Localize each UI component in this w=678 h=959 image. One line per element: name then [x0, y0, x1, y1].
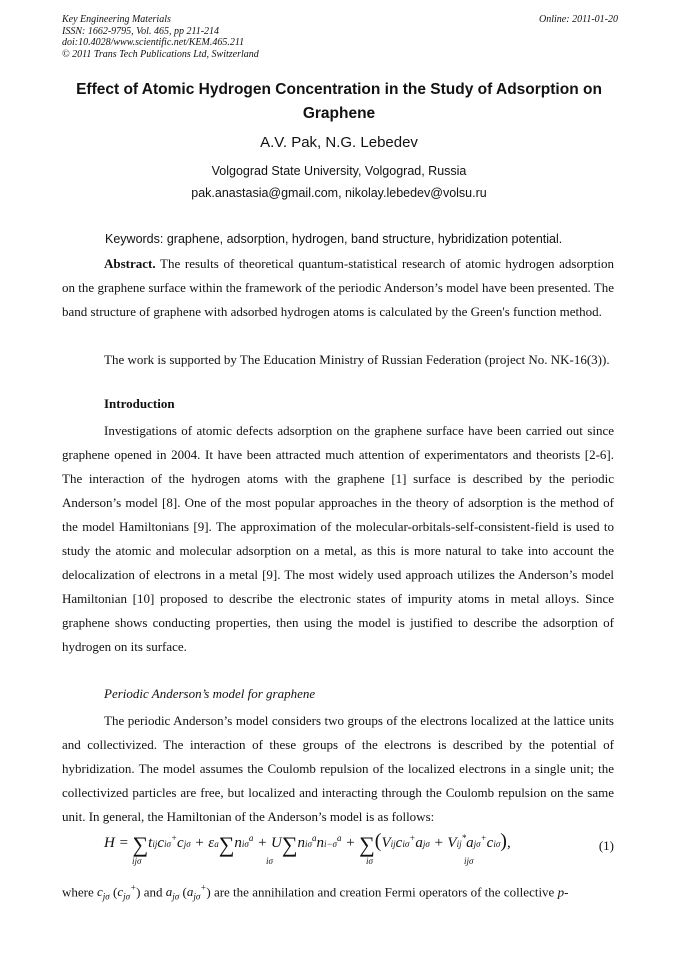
section-paragraph: The periodic Anderson’s model considers two groups of the electrons localized at the lattice units and collectivized. The interaction of these groups of the electrons is described by the potential of hybridization. The model assumes the Coulomb repulsion of the localized electrons in a single unit; the collectivized particles are free, but localized and interacting through the Coulomb repulsion on the same unit. In general, the Hamiltonian of the Anderson’s model is as follows:: [62, 713, 614, 824]
keywords: Keywords: graphene, adsorption, hydrogen, band structure, hybridization potential.: [105, 232, 563, 246]
introduction-heading: Introduction: [104, 396, 175, 411]
journal-name: Key Engineering Materials: [62, 14, 171, 25]
equation-number: (1): [598, 838, 614, 853]
hamiltonian-equation: H = ∑tijciσ+cjσ + $\varepsilon a\sum ni\sigma^a + U\sum ni\sigma^ani-\sigma^a$ + ∑(Vijciσ+ajσ + Vij*ajσ+ciσ), ijσ iσ iσ ijσ (1): [104, 830, 614, 866]
issn-line: ISSN: 1662-9795, Vol. 465, pp 211-214: [62, 25, 220, 37]
section-heading-periodic-anderson: Periodic Anderson’s model for graphene: [104, 686, 316, 701]
online-date: Online: 2011-01-20: [539, 14, 618, 25]
journal-header: [62, 14, 618, 60]
paper-title: Effect of Atomic Hydrogen Concentration in the Study of Adsorption on Graphene: [76, 81, 602, 122]
doi-line: doi:10.4028/www.scientific.net/KEM.465.211: [62, 37, 245, 48]
affiliation: Volgograd State University, Volgograd, Russia: [211, 164, 467, 178]
abstract-paragraph: [62, 252, 614, 324]
introduction-paragraph: Investigations of atomic defects adsorption on the graphene surface have been carried out since graphene opened in 2004. It have been attracted much attention of experimentators and theorists [2-6]. The interaction of the hydrogen atoms with the graphene [1] surface is described by the periodic Anderson’s model [8]. One of the most popular approaches in the theory of adsorption is the method of the model Hamiltonians [9]. The approximation of the molecular-orbitals-self-consistent-field is used to study the atomic and molecular adsorption on a metal, as this is more natural to take into account the delocalization of electrons in a metal [9]. The most widely used approach utilizes the Anderson’s model Hamiltonian [10] proposed to describe the electronic states of impurity atoms in metal alloys. Since graphene shows conducting properties, then using the model is justified to describe the adsorption of hydrogen on its surface.: [62, 423, 614, 654]
abstract-label: Abstract.: [104, 256, 156, 271]
copyright-line: © 2011 Trans Tech Publications Ltd, Switzerland: [62, 48, 259, 60]
abstract-text: The results of theoretical quantum-statistical research of atomic hydrogen adsorption on the graphene surface within the framework of the periodic Anderson’s model have been presented. The band structure of graphene with adsorbed hydrogen atoms is calculated by the Green's function method.: [62, 256, 614, 319]
authors: A.V. Pak, N.G. Lebedev: [260, 134, 418, 151]
author-emails: pak.anastasia@gmail.com, nikolay.lebedev@volsu.ru: [191, 186, 487, 200]
operator-definition-line: where $c_{j\sigma}$ $(c_{j\sigma}^+)$ and $a_{j\sigma}$ $(a_{j\sigma}^+)$ are the annihilation and creation Fermi operators of the collective p-: [62, 883, 569, 902]
support-paragraph: The work is supported by The Education Ministry of Russian Federation (project No. NK-16(3)).: [104, 352, 610, 367]
